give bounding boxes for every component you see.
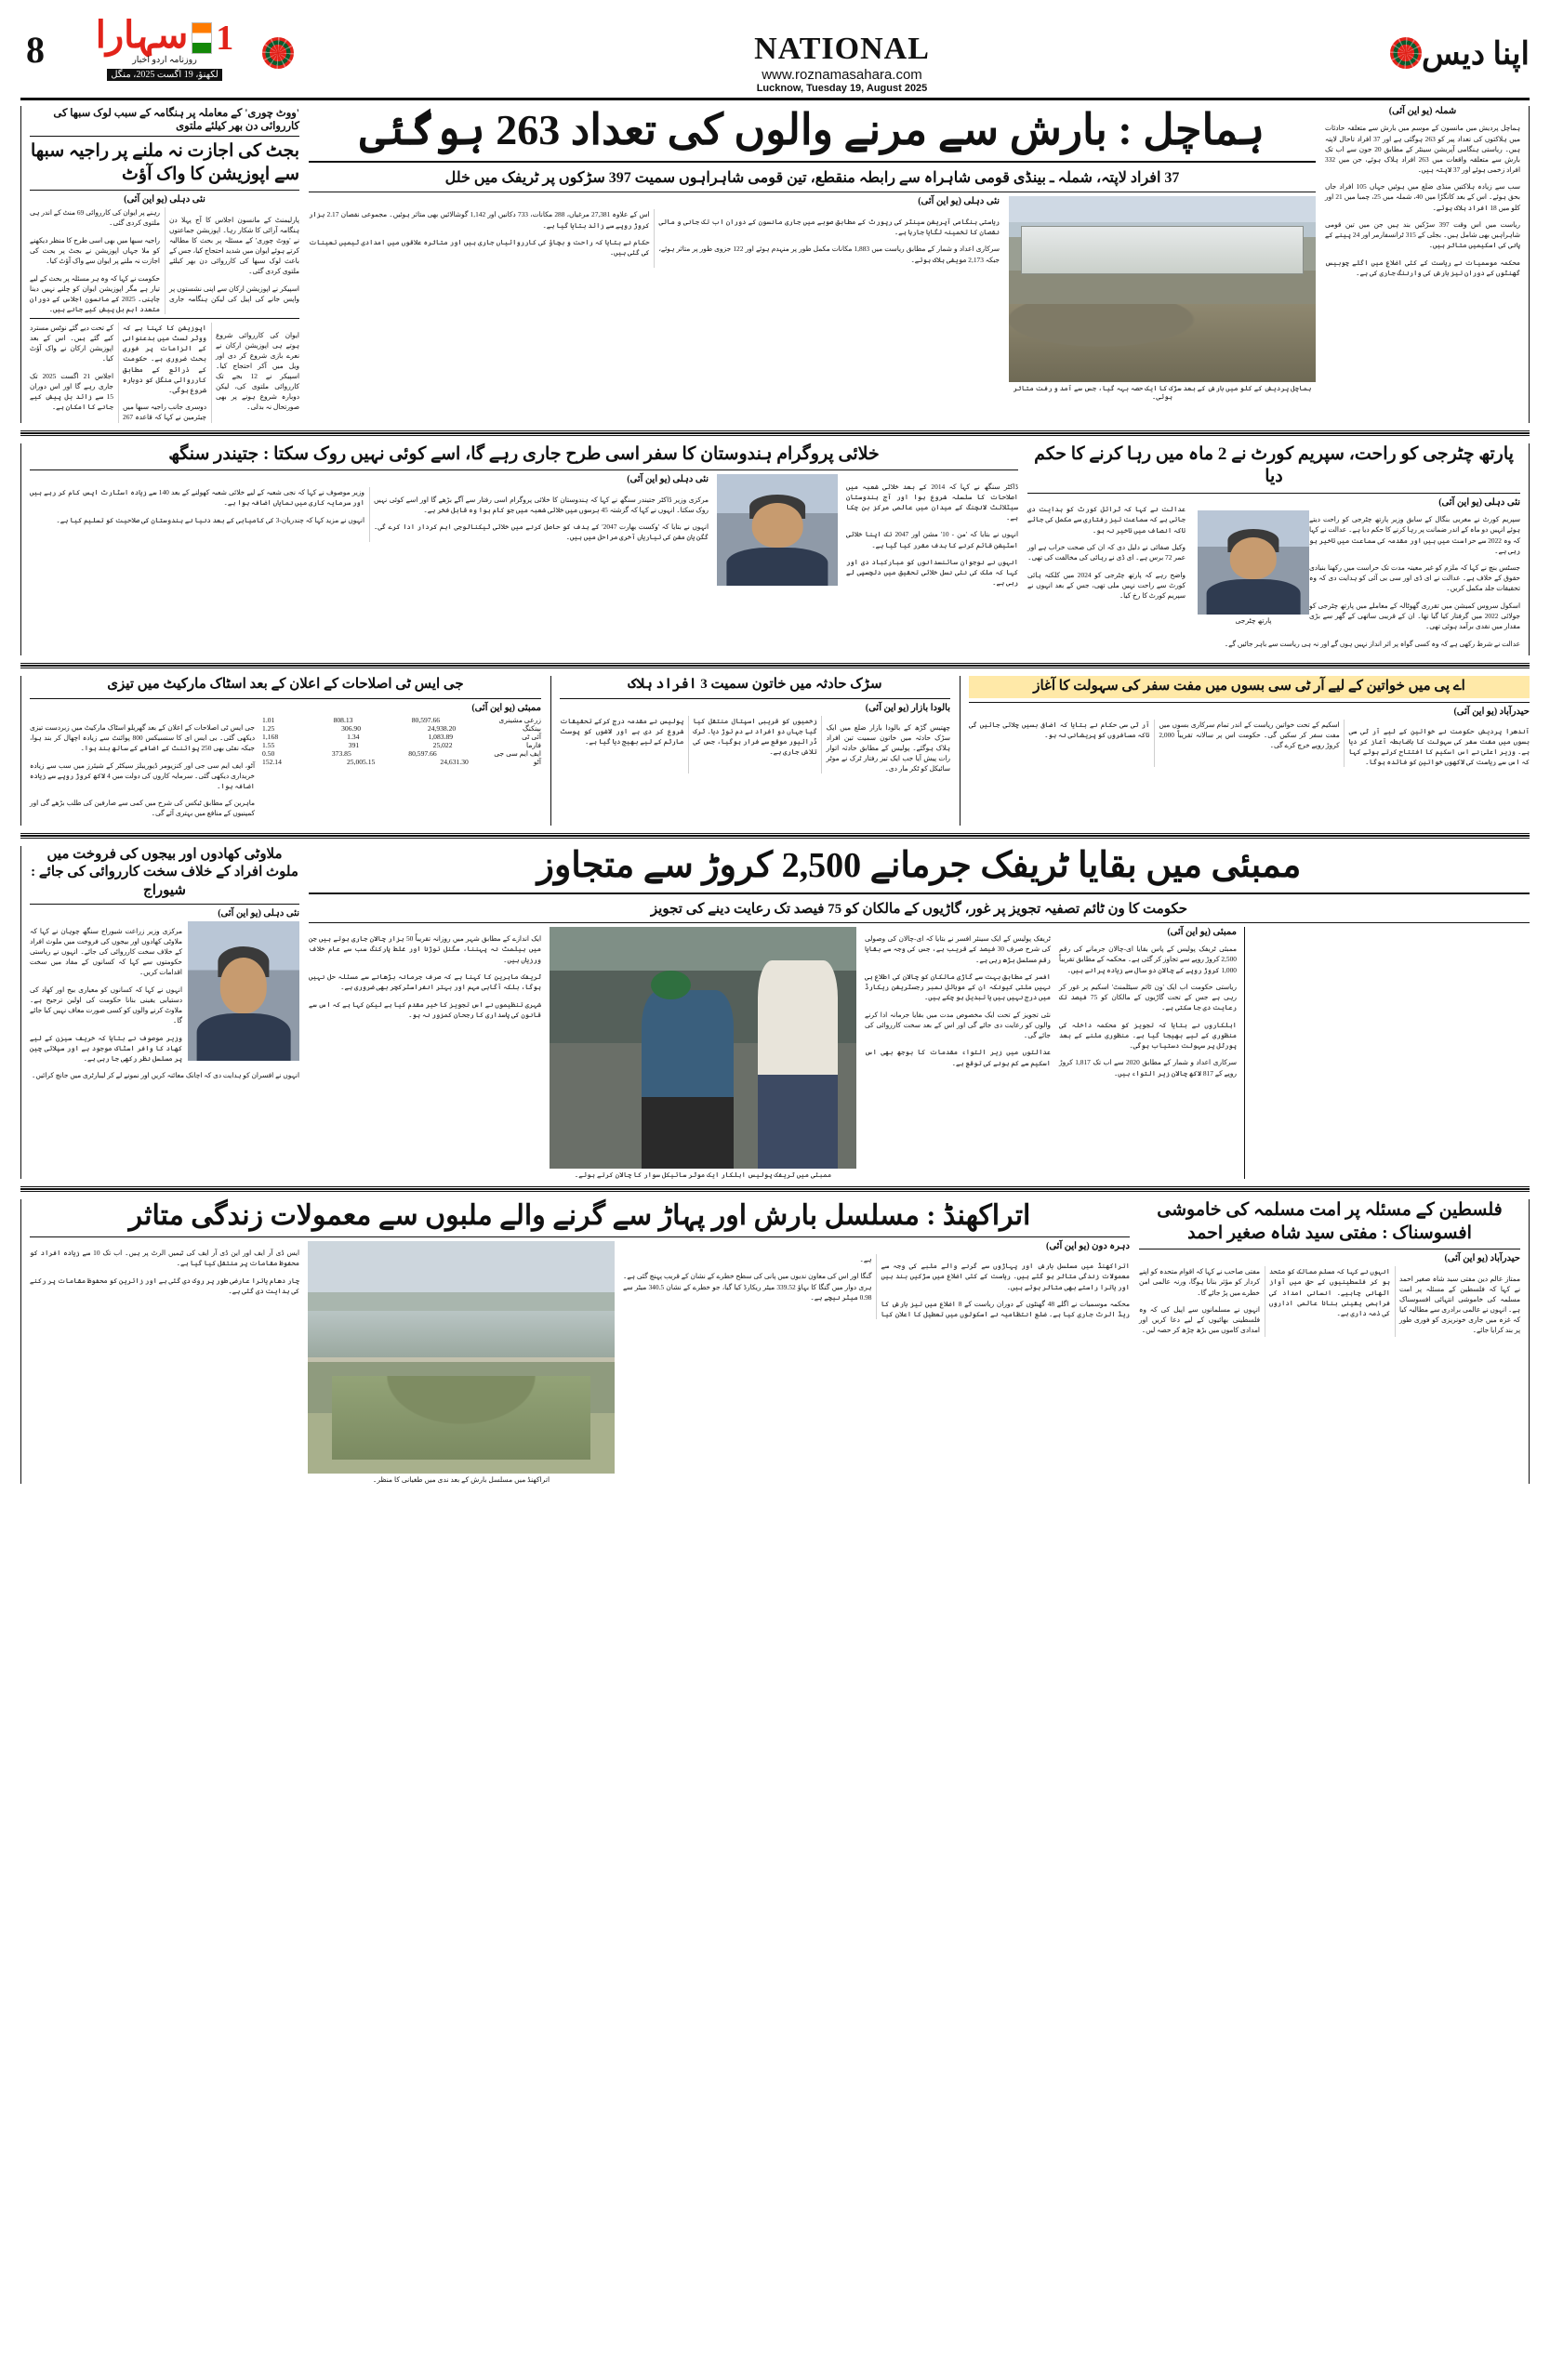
ap-bus-headline: اے پی میں خواتین کے لیے آر ٹی سی بسوں میں مفت سفر کی سہولت کا آغاز [969,676,1530,698]
teaser-paragraph: اپوزیشن کا کہنا ہے کہ ووٹر لسٹ میں بدعنوانی کے الزامات پر فوری بحث ضروری ہے۔ حکومت کے ذرائع کے مطابق کارروائی منگل کو دوبارہ شروع ہوگی۔ [123,324,206,394]
photo-face-shape [752,503,803,548]
masthead [20,14,1530,100]
lead-photo-caption: ہماچل پردیش کے کلو میں بارش کے بعد سڑک کا ایک حصہ بہہ گیا، جس سے آمد و رفت متاثر ہوئی۔ [1013,384,1312,402]
gst-story [20,676,541,826]
table-row [262,758,541,766]
isro-byline: نئی دہلی (یو این آئی) [627,474,709,485]
court-paragraph: جسٹس بنچ نے کہا کہ ملزم کو غیر معینہ مدت تک حراست میں رکھنا بنیادی حقوق کے خلاف ہے۔ عدالت نے ای ڈی اور سی بی آئی کو ہدایت دی کہ وہ تحقیقات جلد مکمل کریں۔ [1309,563,1520,593]
mumbai-paragraph: ٹریفک پولیس کے ایک سینئر افسر نے بتایا کہ ای-چالان کی وصولی کی شرح صرف 30 فیصد کے قریب ہے، جس کی وجہ سے بقایا رقم مسلسل بڑھ رہی ہے۔ [865,934,1051,964]
cell-change: 306.90 [341,723,362,733]
adulteration-paragraph: انہوں نے کہا کہ کسانوں کو معیاری بیج اور کھاد کی دستیابی یقینی بنانا حکومت کی اولین ترجیح ہے۔ ملاوٹ کرنے والوں کو کسی صورت معاف نہیں کیا جائے گا۔ [30,985,182,1025]
rosette-ornament-left [262,37,294,69]
ap-bus-body [969,720,1530,768]
ap-bus-byline: حیدرآباد (یو این آئی) [1453,706,1530,717]
photo-helmet-shape [651,971,691,999]
ap-bus-paragraph: اسکیم کے تحت خواتین ریاست کے اندر تمام سرکاری بسوں میں مفت سفر کر سکیں گی۔ حکومت اس پر سالانہ تقریباً 2,000 کروڑ روپے خرچ کرے گی۔ [1159,720,1340,749]
cell-percent: 1,168 [262,732,279,741]
page-number: 8 [26,29,45,71]
palestine-paragraph: مفتی صاحب نے کہا کہ اقوام متحدہ کو اپنے کردار کو مؤثر بنانا ہوگا، ورنہ عالمی امن خطرے میں پڑ جائے گا۔ [1139,1267,1260,1297]
cell-name: آئی ٹی [522,732,541,741]
cell-change: 1.34 [347,732,360,741]
mumbai-paragraph: ریاستی حکومت اب ایک 'ون ٹائم سیٹلمنٹ' اسکیم پر غور کر رہی ہے جس کے تحت گاڑیوں کے مالکان کو 75 فیصد تک رعایت دی جا سکتی ہے۔ [1059,983,1237,1012]
photo-police-officer-shape [758,960,838,1169]
mumbai-byline: ممبئی (یو این آئی) [1167,926,1237,937]
uttarakhand-headline: اتراکھنڈ : مسلسل بارش اور پہاڑ سے گرنے والے ملبوں سے معمولات زندگی متاثر [128,1199,1031,1231]
cell-percent: 1.25 [262,723,275,733]
photo-face-shape [1230,537,1277,579]
isro-paragraph: انہوں نے بتایا کہ 'وکست بھارت 2047' کے ہدف کو حاصل کرنے میں خلائی ٹیکنالوجی اہم کردار ادا کرے گی۔ گگن یان مشن کی تیاریاں آخری مراحل میں ہیں۔ [374,522,709,542]
cell-value: 24,631.30 [440,757,469,766]
table-row [262,716,541,724]
gst-paragraph: آٹو، ایف ایم سی جی اور کنزیومر ڈیوریبلز سیکٹر کے شیئرز میں سب سے زیادہ خریداری دیکھی گئی۔ سرمایہ کاروں کی دولت میں 4 لاکھ کروڑ روپے سے زیادہ اضافہ ہوا۔ [30,760,255,790]
accident-paragraph: زخمیوں کو قریبی اسپتال منتقل کیا گیا جہاں دو افراد نے دم توڑ دیا۔ ٹرک ڈرائیور موقع سے فرار ہوگیا، جس کی تلاش جاری ہے۔ [693,716,817,756]
teaser-story [20,106,299,423]
teaser-body-continued [30,323,299,422]
shivraj-singh-photo [188,921,299,1061]
gst-byline: ممبئی (یو این آئی) [471,702,541,713]
mumbai-paragraph: عدالتوں میں زیر التواء مقدمات کا بوجھ بھی اس اسکیم سے کم ہونے کی توقع ہے۔ [865,1048,1051,1067]
lead-paragraph: حکام نے بتایا کہ راحت و بچاؤ کی کارروائیاں جاری ہیں اور متاثرہ علاقوں میں امدادی ٹیمیں تعینات کی گئی ہیں۔ [309,238,650,258]
lead-right-column [1325,106,1530,423]
uttarakhand-river-photo [308,1241,615,1474]
accident-byline: بالودا بازار (یو این آئی) [865,702,950,713]
table-row [262,733,541,741]
teaser-paragraph: حکومت نے کہا کہ وہ ہر مسئلہ پر بحث کے لیے تیار ہے مگر اپوزیشن ایوان کو چلنے نہیں دینا چاہتی۔ 2025 کے مانسون اجلاس کے دوران متعدد اہم بل پیش کیے جانے ہیں۔ [30,273,160,314]
lead-right-body [1325,123,1520,278]
photo-body-shape [1207,579,1301,615]
lead-photo [1009,196,1316,382]
cell-value: 25,022 [432,740,453,749]
logo-date: لکھنؤ، 19 اگست 2025، منگل [107,69,222,81]
teaser-headline: بجٹ کی اجازت نہ ملنے پر راجیہ سبھا سے اپوزیشن کا واک آؤٹ [30,141,299,184]
mumbai-paragraph: اہلکاروں نے بتایا کہ تجویز کو محکمہ داخلہ کی منظوری کے لیے بھیجا گیا ہے۔ منظوری ملنے کے بعد پورٹل پر سہولت دستیاب ہوگی۔ [1059,1020,1237,1050]
uttarakhand-paragraph: اتراکھنڈ میں مسلسل بارش اور پہاڑوں سے گرنے والے ملبے کی وجہ سے معمولات زندگی متاثر ہو گئے ہیں۔ ریاست کے کئی اضلاع میں سڑکیں بند ہیں اور یاترا راستے بھی متاثر ہوئے ہیں۔ [881,1262,1130,1291]
cell-value: 80,597.66 [408,748,437,758]
lead-paragraph: اس کے علاوہ 27,381 مرغیاں، 288 مکانات، 733 دکانیں اور 1,142 گوشالائیں بھی متاثر ہوئیں۔ مجموعی نقصان 2.17 ہزار کروڑ روپے سے زائد بتایا گیا ہے۔ [309,210,650,230]
adulteration-paragraph: انہوں نے افسران کو ہدایت دی کہ اچانک معائنہ کریں اور نمونے لے کر لیبارٹری میں جانچ کرائیں۔ [32,1071,299,1080]
lead-byline: شملہ (یو این آئی) [1388,106,1457,116]
divider-band-3 [20,833,1530,839]
mumbai-traffic-photo [550,927,856,1169]
court-paragraph: اسکول سروس کمیشن میں تقرری گھوٹالہ کے معاملے میں پارتھ چٹرجی کو جولائی 2022 میں گرفتار کیا گیا تھا۔ ان کے قریبی ساتھی کے گھر سے بڑی مقدار میں نقدی برآمد ہوئی تھی۔ [1309,601,1521,631]
table-row [262,724,541,733]
teaser-paragraph: دوسری جانب راجیہ سبھا میں چیئرمین نے کہا کہ قاعدہ 267 کے تحت دیے گئے نوٹس مسترد کیے گئے ہیں۔ اس کے بعد اپوزیشن ارکان نے واک آؤٹ کیا۔ [30,324,206,422]
palestine-body [1139,1266,1520,1336]
lead-center-body [309,209,1000,268]
court-paragraph: واضح رہے کہ پارتھ چٹرجی کو 2024 میں کلکتہ ہائی کورٹ سے راحت نہیں ملی تھی، جس کے بعد انہوں نے سپریم کورٹ کا رخ کیا۔ [1027,570,1186,600]
table-row [262,741,541,749]
cell-percent: 1.55 [262,740,275,749]
cell-percent: 152.14 [262,757,282,766]
lead-paragraph: سب سے زیادہ ہلاکتیں منڈی ضلع میں ہوئیں جہاں 105 افراد جاں بحق ہوئے۔ اس کے بعد کانگڑا میں 40، شملہ میں 25، چمبا میں 21 اور کلو میں 18 افراد ہلاک ہوئے۔ [1325,182,1521,212]
cell-name: ایف ایم سی جی [494,748,541,758]
isro-body-continued [846,482,1018,588]
court-paragraph: عدالت نے کہا کہ ٹرائل کورٹ کو ہدایت دی جاتی ہے کہ سماعت تیز رفتاری سے مکمل کی جائے تاکہ انصاف میں تاخیر نہ ہو۔ [1027,505,1186,535]
row-2 [20,443,1530,656]
mumbai-paragraph: افسر کے مطابق بہت سے گاڑی مالکان کو چالان کی اطلاع ہی نہیں ملتی کیونکہ ان کے موبائل نمبر رجسٹریشن ریکارڈ میں درج نہیں ہیں یا تبدیل ہو چکے ہیں۔ [865,972,1051,1002]
uttarakhand-story [20,1199,1130,1484]
place-and-date: Lucknow, Tuesday 19, August 2025 [756,83,928,94]
lead-paragraph: سرکاری اعداد و شمار کے مطابق ریاست میں 1,883 مکانات مکمل طور پر منہدم ہوئے اور 122 جزوی طور پر متاثر ہوئے، جبکہ 2,173 مویشی ہلاک ہوئے۔ [658,245,1000,264]
cell-change: 25,005.15 [346,757,376,766]
isro-paragraph: انہوں نے بتایا کہ 'من - 10' مشن اور 2047 تک اپنا خلائی اسٹیشن قائم کرنے کا ہدف مقرر کیا گیا ہے۔ [846,530,1018,549]
masthead-left [20,14,262,82]
teaser-body [30,207,299,314]
photo-rider-shape [642,990,734,1169]
row-5 [20,1199,1530,1484]
lead-paragraph: ریاست میں اس وقت 397 سڑکیں بند ہیں جن میں تین قومی شاہراہیں بھی شامل ہیں۔ بجلی کے 315 ٹرانسفارمر اور 24 پینے کے پانی کی اسکیمیں متاثر ہیں۔ [1325,220,1521,250]
mumbai-photo-caption: ممبئی میں ٹریفک پولیس اہلکار ایک موٹر سائیکل سوار کا چالان کرتے ہوئے۔ [574,1170,832,1179]
cell-percent: 1.01 [262,715,275,724]
accident-story [550,676,950,826]
logo-urdu-text: سہارا [95,14,189,56]
lead-paragraph: ہماچل پردیش میں مانسون کے موسم میں بارش سے متعلقہ حادثات میں ہلاکتوں کی تعداد پیر کو 263 ہوگئی ہے اور 37 افراد تاحال لاپتہ ہیں۔ ریاستی ہنگامی آپریشن سینٹر کے مطابق 20 جون سے اب تک بارش سے متعلقہ واقعات میں 263 افراد ہلاک ہوئے، جن میں 332 افراد زخمی ہوئے اور 37 لاپتہ ہیں۔ [1325,124,1520,174]
row-3 [20,676,1530,826]
mumbai-paragraph: نئی تجویز کے تحت ایک مخصوص مدت میں بقایا جرمانہ ادا کرنے والوں کو رعایت دی جائے گی اور اس کے بعد سخت کارروائی کی جائے گی۔ [865,1010,1051,1039]
teaser-paragraph: اجلاس 21 اگست 2025 تک جاری رہے گا اور اس دوران 15 سے زائد بل پیش کیے جانے کا امکان ہے۔ [30,371,113,412]
mumbai-left-body [309,933,541,1020]
uttarakhand-paragraph: گنگا اور اس کی معاون ندیوں میں پانی کی سطح خطرے کے نشان کے قریب پہنچ گئی ہے۔ ہری دوار میں گنگا کا بہاؤ 339.52 میٹر ریکارڈ کیا گیا، جو خطرے کے نشان 340.5 میٹر سے 0.98 میٹر نیچے ہے۔ [623,1272,872,1302]
teaser-byline: نئی دہلی (یو این آئی) [124,194,205,205]
palestine-headline: فلسطین کے مسئلہ پر امت مسلمہ کی خاموشی افسوسناک : مفتی سید شاہ صغیر احمد [1157,1199,1503,1243]
isro-minister-photo [717,474,838,586]
cell-name: آٹو [533,757,541,766]
uttarakhand-paragraph: محکمہ موسمیات نے اگلے 48 گھنٹوں کے دوران ریاست کے 8 اضلاع میں تیز بارش کا ریڈ الرٹ جاری کیا ہے۔ ضلع انتظامیہ نے اسکولوں میں تعطیل کا اعلان کیا ہے۔ [859,1254,1130,1319]
isro-body [30,487,709,542]
mumbai-paragraph: ممبئی ٹریفک پولیس کے پاس بقایا ای-چالان جرمانے کی رقم 2,500 کروڑ روپے سے تجاوز کر گئی ہے۔ محکمہ کے مطابق تقریباً 1,000 کروڑ روپے کے چالان دو سال سے زیادہ پرانے ہیں۔ [1059,945,1237,974]
adulteration-paragraph: وزیر موصوف نے بتایا کہ خریف سیزن کے لیے کھاد کا وافر اسٹاک موجود ہے اور سپلائی چین پر مسلسل نظر رکھی جا رہی ہے۔ [30,1033,182,1063]
photo-body-shape [726,548,828,586]
divider-band-4 [20,1186,1530,1192]
mumbai-paragraph: ایک اندازے کے مطابق شہر میں روزانہ تقریباً 50 ہزار چالان جاری ہوتے ہیں جن میں ہیلمٹ نہ پہننا، سگنل توڑنا اور غلط پارکنگ سب سے عام خلاف ورزیاں ہیں۔ [309,934,541,964]
mumbai-right-body [1059,944,1237,1078]
accident-paragraph: چھتیس گڑھ کے بالودا بازار ضلع میں ایک سڑک حادثہ میں خاتون سمیت تین افراد ہلاک ہوگئے۔ پولیس کے مطابق حادثہ اتوار رات پیش آیا جب ایک تیز رفتار ٹرک نے موٹر سائیکل کو ٹکر مار دی۔ [826,722,950,774]
teaser-paragraph: راجیہ سبھا میں بھی اسی طرح کا منظر دیکھنے کو ملا جہاں اپوزیشن نے بجٹ پر بحث کی اجازت نہ ملنے پر ایوان سے واک آؤٹ کیا۔ [30,235,160,266]
teaser-kicker: 'ووٹ چوری' کے معاملہ پر ہنگامہ کے سبب لوک سبھا کی کارروائی دن بھر کیلئے ملتوی [53,108,299,132]
uttarakhand-photo-caption: اتراکھنڈ میں مسلسل بارش کے بعد ندی میں طغیانی کا منظر۔ [372,1474,550,1484]
cell-name: بینکنگ [523,723,541,733]
ap-bus-paragraph: آندھرا پردیش حکومت نے خواتین کے لیے آر ٹی سی بسوں میں مفت سفر کی سہولت کا باضابطہ آغاز کر دیا ہے۔ وزیر اعلیٰ نے اس اسکیم کا افتتاح کرتے ہوئے کہا کہ اس سے ریاست کی لاکھوں خواتین کو فائدہ ہوگا۔ [1348,726,1530,767]
website-url[interactable]: www.roznamasahara.com [762,67,922,83]
uttarakhand-body [623,1254,1130,1319]
newspaper-logo [67,14,262,82]
cell-change: 391 [348,740,360,749]
court-paragraph: وکیل صفائی نے دلیل دی کہ ان کی صحت خراب ہے اور عمر 72 برس ہے۔ ای ڈی نے رہائی کی مخالفت کی تھی۔ [1027,543,1186,562]
section-title: NATIONAL [754,32,930,66]
isro-paragraph: ڈاکٹر سنگھ نے کہا کہ 2014 کے بعد خلائی شعبہ میں اصلاحات کا سلسلہ شروع ہوا اور آج ہندوستان سیٹلائٹ لانچنگ کے میدان میں عالمی مرکز بن چکا ہے۔ [846,482,1019,522]
cell-change: 808.13 [333,715,353,724]
court-paragraph: عدالت نے شرط رکھی ہے کہ وہ کسی گواہ پر اثر انداز نہیں ہوں گے اور نہ ہی ریاست سے باہر جائیں گے۔ [1224,639,1520,648]
mumbai-center-body [865,933,1051,1067]
gst-headline: جی ایس ٹی اصلاحات کے اعلان کے بعد اسٹاک مارکیٹ میں تیزی [107,677,464,693]
lead-paragraph: محکمہ موسمیات نے ریاست کے کئی اضلاع میں اگلے چوبیس گھنٹوں کے دوران تیز بارش کی وارننگ جاری کی ہے۔ [1325,258,1520,277]
court-parth-chatterjee-photo [1198,510,1309,615]
accident-headline: سڑک حادثہ میں خاتون سمیت 3 افراد ہلاک [628,677,882,693]
mumbai-headline: ممبئی میں بقایا ٹریفک جرمانے 2,500 کروڑ سے متجاوز [537,845,1302,885]
mumbai-subhead: حکومت کا ون ٹائم تصفیہ تجویز پر غور، گاڑیوں کے مالکان کو 75 فیصد تک رعایت دینے کی تجویز [650,901,1188,917]
palestine-byline: حیدرآباد (یو این آئی) [1444,1253,1520,1264]
lead-byline-center: نئی دہلی (یو این آئی) [918,196,1000,207]
palestine-paragraph: ممتاز عالم دین مفتی سید شاہ صغیر احمد نے کہا کہ فلسطین کے مسئلہ پر امت مسلمہ کی خاموشی انتہائی افسوسناک ہے۔ انہوں نے عالمی برادری سے مطالبہ کیا کہ غزہ میں جاری خونریزی کو فوری طور پر بند کرایا جائے۔ [1399,1274,1520,1335]
uttarakhand-byline: دہرہ دون (یو این آئی) [1046,1240,1130,1251]
divider-band-2 [20,663,1530,668]
adulteration-headline: ملاوٹی کھادوں اور بیجوں کی فروخت میں ملوث افراد کے خلاف سخت کارروائی کی جائے : شیوراج [31,846,298,898]
court-byline: نئی دہلی (یو این آئی) [1438,496,1520,508]
uttarakhand-paragraph: ایس ڈی آر ایف اور این ڈی آر ایف کی ٹیمیں الرٹ پر ہیں۔ اب تک 10 سے زیادہ افراد کو محفوظ مقامات پر منتقل کیا گیا ہے۔ [30,1249,300,1268]
teaser-paragraph: ایوان کی کارروائی شروع ہوتے ہی اپوزیشن ارکان نے نعرے بازی شروع کر دی اور ویل میں آکر احتجاج کیا۔ اسپیکر نے 12 بجے تک کارروائی ملتوی کی، لیکن دوبارہ شروع ہونے پر بھی صورتحال نہ بدلی۔ [216,330,299,412]
cell-value: 24,938.20 [427,723,457,733]
mumbai-paragraph: شہری تنظیموں نے اس تجویز کا خیر مقدم کیا ہے لیکن کہا ہے کہ اس سے قانون کی پاسداری کا رجحان کمزور نہ ہو۔ [309,999,541,1019]
accident-body [560,716,950,774]
ap-bus-paragraph: آر ٹی سی حکام نے بتایا کہ اضافی بسیں چلائی جائیں گی تاکہ مسافروں کو پریشانی نہ ہو۔ [969,720,1150,739]
logo-numeral-one: 1 [216,18,234,58]
accident-paragraph: پولیس نے مقدمہ درج کرکے تحقیقات شروع کر دی ہے اور لاشوں کو پوسٹ مارٹم کے لیے بھیج دیا گیا ہے۔ [560,716,684,746]
cell-value: 1,083.89 [428,732,454,741]
cell-name: زرعی مشینری [498,715,541,724]
photo-face-shape [220,958,267,1013]
cell-name: فارما [526,740,541,749]
gst-body [30,722,255,819]
cell-value: 80,597.66 [411,715,441,724]
divider-band-1 [20,430,1530,436]
isro-paragraph: انہوں نے نوجوان سائنسدانوں کو مبارکباد دی اور کہا کہ ملک کی نئی نسل خلائی تحقیق میں دلچسپی لے رہی ہے۔ [846,558,1018,588]
lead-headline: ہماچل : بارش سے مرنے والوں کی تعداد 263 ہوگئی [359,106,1265,153]
lead-story [309,106,1316,423]
mumbai-traffic-story [309,846,1530,1179]
rosette-ornament-right [1390,37,1422,69]
court-body-continued [1027,504,1186,601]
row-4 [20,846,1530,1179]
top-story-block [20,106,1530,423]
palestine-story [1139,1199,1530,1484]
adulteration-story [20,846,299,1179]
isro-paragraph: وزیر موصوف نے کہا کہ نجی شعبہ کے لیے خلائی شعبہ کھولنے کے بعد 140 سے زیادہ اسٹارٹ اپس کام کر رہے ہیں اور سرمایہ کاری میں نمایاں اضافہ ہوا ہے۔ [30,488,364,508]
brand-right: اپنا دیس [1422,37,1530,72]
table-row [262,749,541,758]
gst-market-table [262,716,541,826]
mumbai-paragraph: سرکاری اعداد و شمار کے مطابق 2020 سے اب تک 1,817 کروڑ روپے کے 817 لاکھ چالان زیر التواء ہیں۔ [1059,1058,1237,1078]
isro-story [20,443,1018,656]
court-photo-caption: پارتھ چٹرجی [1235,615,1272,625]
adulteration-byline: نئی دہلی (یو این آئی) [218,908,299,919]
mumbai-paragraph: ٹریفک ماہرین کا کہنا ہے کہ صرف جرمانہ بڑھانے سے مسئلہ حل نہیں ہوگا، بلکہ آگاہی مہم اور بہتر انفراسٹرکچر بھی ضروری ہے۔ [309,972,541,992]
adulteration-paragraph: مرکزی وزیر زراعت شیوراج سنگھ چوہان نے کہا کہ ملاوٹی کھادوں اور بیجوں کی فروخت میں ملوث افراد کے خلاف سخت کارروائی کی جائے۔ انہوں نے ریاستی حکومتوں سے کہا کہ کسانوں کے مفاد میں سخت اقدامات کریں۔ [30,926,182,977]
lead-subhead: 37 افراد لاپتہ، شملہ ـ بینڈی قومی شاہراہ سے رابطہ منقطع، تین قومی شاہراہوں سمیت 397 سڑکوں پر ٹریفک میں خلل [444,169,1180,186]
uttarakhand-paragraph: چار دھام یاترا عارضی طور پر روک دی گئی ہے اور زائرین کو محفوظ مقامات پر رکنے کی ہدایت دی گئی ہے۔ [30,1276,299,1296]
ap-bus-story [960,676,1530,826]
uttarakhand-left-body [30,1248,299,1296]
flag-icon [192,22,212,54]
isro-paragraph: انہوں نے مزید کہا کہ چندریان-3 کی کامیابی کے بعد دنیا نے ہندوستان کی صلاحیت کو تسلیم کیا ہے۔ [56,515,364,524]
isro-headline: خلائی پروگرام ہندوستان کا سفر اسی طرح جاری رہے گا، اسے کوئی نہیں روک سکتا : جتیندر سنگھ [168,443,880,464]
isro-paragraph: مرکزی وزیر ڈاکٹر جتیندر سنگھ نے کہا کہ ہندوستان کا خلائی پروگرام اسی رفتار سے آگے بڑھے گا اور اسے کوئی نہیں روک سکتا۔ انہوں نے کہا کہ گزشتہ 45 برسوں میں خلائی شعبہ میں جو کام ہوا وہ قابل فخر ہے۔ [374,495,709,514]
cell-change: 373.85 [331,748,351,758]
teaser-paragraph: اسپیکر نے اپوزیشن ارکان سے اپنی نشستوں پر واپس جانے کی اپیل کی لیکن ہنگامہ جاری رہنے پر ایوان کی کارروائی 69 منٹ کے اندر ہی ملتوی کردی گئی۔ [30,208,299,303]
court-story [1027,443,1530,656]
gst-paragraph: جی ایس ٹی اصلاحات کے اعلان کے بعد گھریلو اسٹاک مارکیٹ میں زبردست تیزی دیکھی گئی۔ بی ایس ای کا سنسیکس 800 پوائنٹ سے زیادہ اچھال کر بند ہوا، جبکہ نفٹی بھی 250 پوائنٹ کے اضافے کے ساتھ بند ہوا۔ [30,722,255,753]
palestine-paragraph: انہوں نے کہا کہ مسلم ممالک کو متحد ہو کر فلسطینیوں کے حق میں آواز اٹھانی چاہیے۔ انسانی امداد کی فراہمی یقینی بنانا عالمی اداروں کی ذمہ داری ہے۔ [1269,1267,1390,1317]
gst-paragraph: ماہرین کے مطابق ٹیکس کی شرح میں کمی سے صارفین کی طلب بڑھے گی اور کمپنیوں کے منافع میں بہتری آئے گی۔ [30,799,255,818]
logo-subtitle: روزنامہ اردو اخبار [132,56,197,65]
cell-percent: 0.50 [262,748,275,758]
teaser-paragraph: پارلیمنٹ کے مانسون اجلاس کا آج پہلا دن ہنگامہ آرائی کا شکار رہا۔ اپوزیشن جماعتوں نے 'ووٹ چوری' کے مسئلہ پر بحث کا مطالبہ کرتے ہوئے ایوان میں شدید احتجاج کیا، جس کے باعث لوک سبھا کی کارروائی دن بھر کیلئے ملتوی کردی گئی۔ [169,215,299,276]
masthead-center [294,17,1390,94]
court-paragraph: سپریم کورٹ نے مغربی بنگال کے سابق وزیر پارتھ چٹرجی کو راحت دیتے ہوئے انہیں دو ماہ کے اندر ضمانت پر رہا کرنے کا حکم دیا ہے۔ عدالت نے کہا کہ وہ 2022 سے حراست میں ہیں اور مقدمہ کی سماعت میں تاخیر ہو رہی ہے۔ [1309,515,1520,555]
lead-paragraph: ریاستی ہنگامی آپریشن سینٹر کی رپورٹ کے مطابق صوبے میں جاری مانسون کے دوران اب تک جانی و مالی نقصان کا تخمینہ لگایا جارہا ہے۔ [658,217,1000,236]
court-headline: پارتھ چٹرجی کو راحت، سپریم کورٹ نے 2 ماہ میں رہا کرنے کا حکم دیا [1034,443,1514,487]
palestine-paragraph: انہوں نے مسلمانوں سے اپیل کی کہ وہ فلسطینی بھائیوں کے لیے دعا کریں اور امدادی کاموں میں بڑھ چڑھ کر حصہ لیں۔ [1139,1305,1260,1335]
photo-body-shape [197,1013,291,1061]
